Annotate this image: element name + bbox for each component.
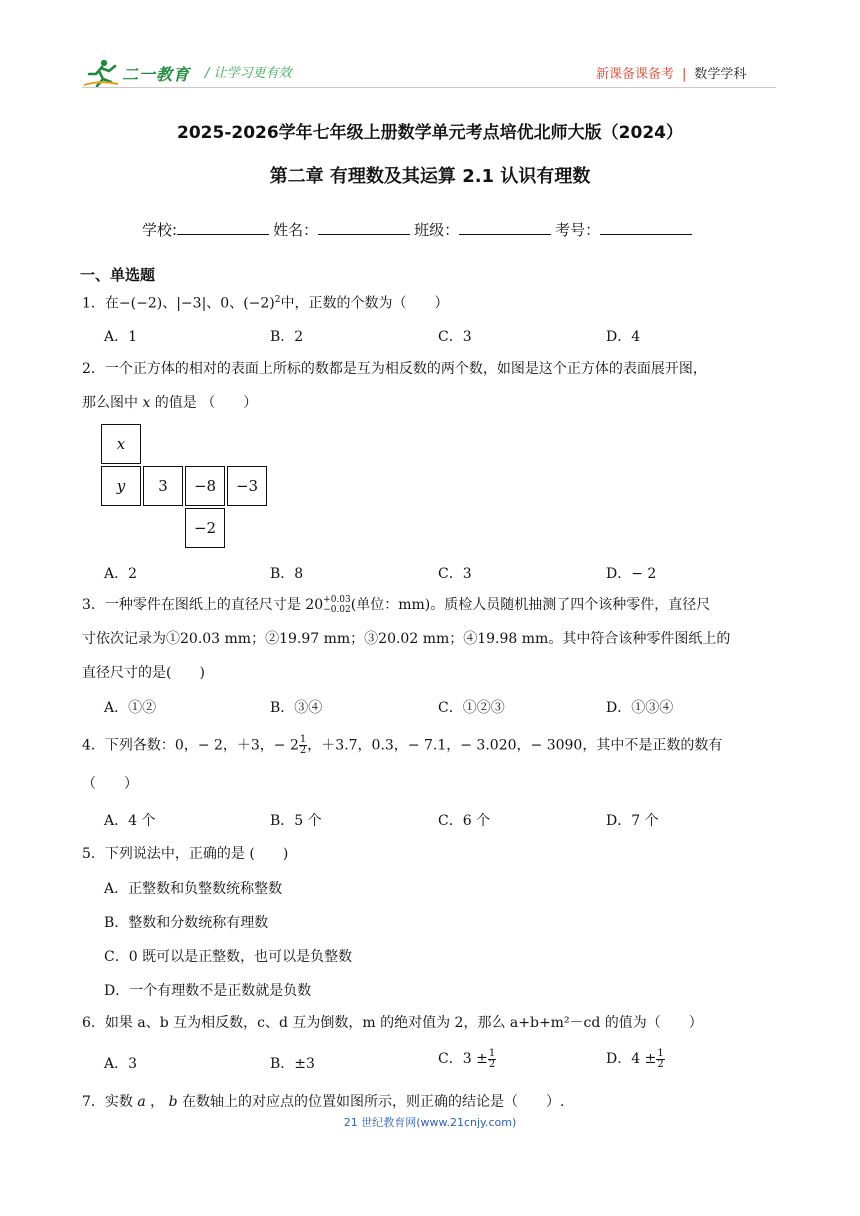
school-field[interactable] — [177, 220, 269, 235]
q4-option-b[interactable]: B．5 个 — [270, 813, 322, 829]
section-title: 一、单选题 — [80, 266, 156, 284]
q3-option-b[interactable]: B．③④ — [270, 700, 323, 716]
page-title: 2025-2026学年七年级上册数学单元考点培优北师大版（2024） — [177, 123, 683, 143]
q1-expression: −(−2)、|−3|、0、(−2) — [118, 295, 275, 312]
question-2-line-2 — [82, 393, 257, 413]
q6-d-denominator: 2 — [657, 1058, 664, 1070]
exam-no-label: 考号： — [555, 221, 601, 239]
q6-c-numerator: 1 — [488, 1047, 496, 1059]
question-3-line-3: 直径尺寸的是( ) — [82, 665, 205, 681]
q2-option-a[interactable]: A．2 — [104, 566, 138, 582]
q1-exponent: 2 — [274, 295, 281, 305]
net-cell-minus-8: −8 — [185, 466, 225, 506]
q6-d-numerator: 1 — [657, 1047, 664, 1059]
header-separator: | — [682, 67, 687, 82]
class-field[interactable] — [459, 220, 551, 235]
runner-icon — [82, 58, 120, 88]
q4-option-a[interactable]: A．4 个 — [104, 813, 156, 829]
q1-option-b[interactable]: B．2 — [270, 329, 304, 345]
q6-option-d-fraction — [656, 1049, 664, 1070]
name-field[interactable] — [318, 220, 410, 235]
header-divider — [82, 87, 776, 88]
q5-option-c[interactable]: C．0 既可以是正整数，也可以是负整数 — [104, 949, 353, 965]
question-4-line-1 — [82, 735, 722, 756]
q7-separator: ， — [145, 1094, 169, 1110]
q2-variable: x — [142, 395, 151, 411]
q2-prefix: 那么图中 — [82, 395, 143, 411]
net-cell-x: x — [101, 424, 141, 464]
net-cell-minus-3: −3 — [227, 466, 267, 506]
q3-suffix: (单位：mm)。质检人员随机抽测了四个该种零件，直径尺 — [350, 597, 711, 613]
q2-suffix: 的值是 （ ） — [150, 395, 258, 411]
logo-text: 二一教育 — [122, 65, 191, 84]
q6-option-d[interactable] — [606, 1048, 665, 1070]
q6-c-denominator: 2 — [488, 1058, 496, 1070]
q1-option-c[interactable]: C．3 — [438, 329, 472, 345]
question-7-stem — [82, 1092, 565, 1112]
q3-tolerance-lower: −0.02 — [323, 605, 351, 615]
q6-option-d-prefix: D．4 ± — [606, 1051, 657, 1067]
student-info-line — [142, 219, 696, 240]
q3-tolerance-upper: +0.03 — [323, 595, 351, 605]
q1-prefix: 1．在 — [82, 295, 119, 312]
q2-option-b[interactable]: B．8 — [270, 566, 304, 582]
q1-option-d[interactable]: D．4 — [606, 329, 641, 345]
q4-suffix: ，＋3.7，0.3，− 7.1，− 3.020，− 3090，其中不是正数的数有 — [307, 737, 723, 754]
q4-fraction-denominator: 2 — [299, 745, 307, 756]
page-subtitle: 第二章 有理数及其运算 2.1 认识有理数 — [269, 166, 591, 187]
cube-net-figure — [101, 424, 269, 549]
school-label: 学校: — [142, 221, 178, 239]
q7-prefix: 7．实数 — [82, 1094, 138, 1110]
question-1-stem — [82, 290, 449, 314]
q2-option-c[interactable]: C．3 — [438, 566, 472, 582]
q3-option-d[interactable]: D．①③④ — [606, 700, 674, 716]
logo — [82, 58, 192, 88]
q4-option-c[interactable]: C．6 个 — [438, 813, 491, 829]
header-subject-label: 数学学科 — [694, 67, 747, 82]
question-2-line-1: 2．一个正方体的相对的表面上所标的数都是互为相反数的两个数，如图是这个正方体的表面展开图， — [82, 361, 707, 377]
q5-option-d[interactable]: D．一个有理数不是正数就是负数 — [104, 983, 312, 999]
q1-option-a[interactable]: A．1 — [104, 329, 138, 345]
q6-option-b[interactable]: B．±3 — [270, 1056, 315, 1072]
q2-option-d[interactable]: D．− 2 — [606, 566, 657, 582]
q6-option-c[interactable] — [438, 1048, 496, 1070]
q1-suffix: 中，正数的个数为（ ） — [280, 295, 449, 312]
q7-var-a: a — [137, 1094, 146, 1110]
net-cell-y: y — [101, 466, 141, 506]
q6-option-c-fraction — [488, 1049, 496, 1070]
net-cell-3: 3 — [143, 466, 183, 506]
q3-option-c[interactable]: C．①②③ — [438, 700, 505, 716]
footer-link[interactable]: 21 世纪教育网(www.21cnjy.com) — [343, 1116, 517, 1129]
q3-prefix: 3．一种零件在图纸上的直径尺寸是 20 — [82, 597, 324, 613]
q7-suffix: 在数轴上的对应点的位置如图所示，则正确的结论是（ ）. — [177, 1094, 565, 1110]
q5-option-b[interactable]: B．整数和分数统称有理数 — [104, 915, 269, 931]
header-course-label: 新课备课备考 — [596, 67, 675, 82]
question-3-line-1 — [82, 595, 710, 615]
header-right — [596, 63, 746, 82]
q4-prefix: 4．下列各数：0，− 2，＋3，− 2 — [82, 737, 299, 754]
slogan: / 让学习更有效 — [205, 66, 292, 81]
q3-tolerance — [323, 595, 351, 615]
q3-option-a[interactable]: A．①② — [104, 700, 157, 716]
net-cell-minus-2: −2 — [185, 508, 225, 548]
question-5-stem: 5．下列说法中，正确的是 ( ) — [82, 846, 289, 862]
q6-option-a[interactable]: A．3 — [104, 1056, 138, 1072]
question-4-line-2: （ ） — [82, 776, 138, 792]
q7-var-b: b — [168, 1094, 178, 1110]
name-label: 姓名： — [273, 221, 319, 239]
q6-option-c-prefix: C．3 ± — [438, 1051, 488, 1067]
question-3-line-2: 寸依次记录为①20.03 mm；②19.97 mm；③20.02 mm；④19.98 mm。其中符合该种零件图纸上的 — [82, 631, 731, 647]
q5-option-a[interactable]: A．正整数和负整数统称整数 — [104, 881, 283, 897]
question-6-stem: 6．如果 a、b 互为相反数，c、d 互为倒数，m 的绝对值为 2，那么 a+b+m²－cd 的值为（ ） — [82, 1015, 703, 1031]
q4-option-d[interactable]: D．7 个 — [606, 813, 659, 829]
class-label: 班级： — [414, 221, 460, 239]
exam-no-field[interactable] — [600, 220, 692, 235]
q4-fraction-numerator: 1 — [299, 734, 307, 745]
